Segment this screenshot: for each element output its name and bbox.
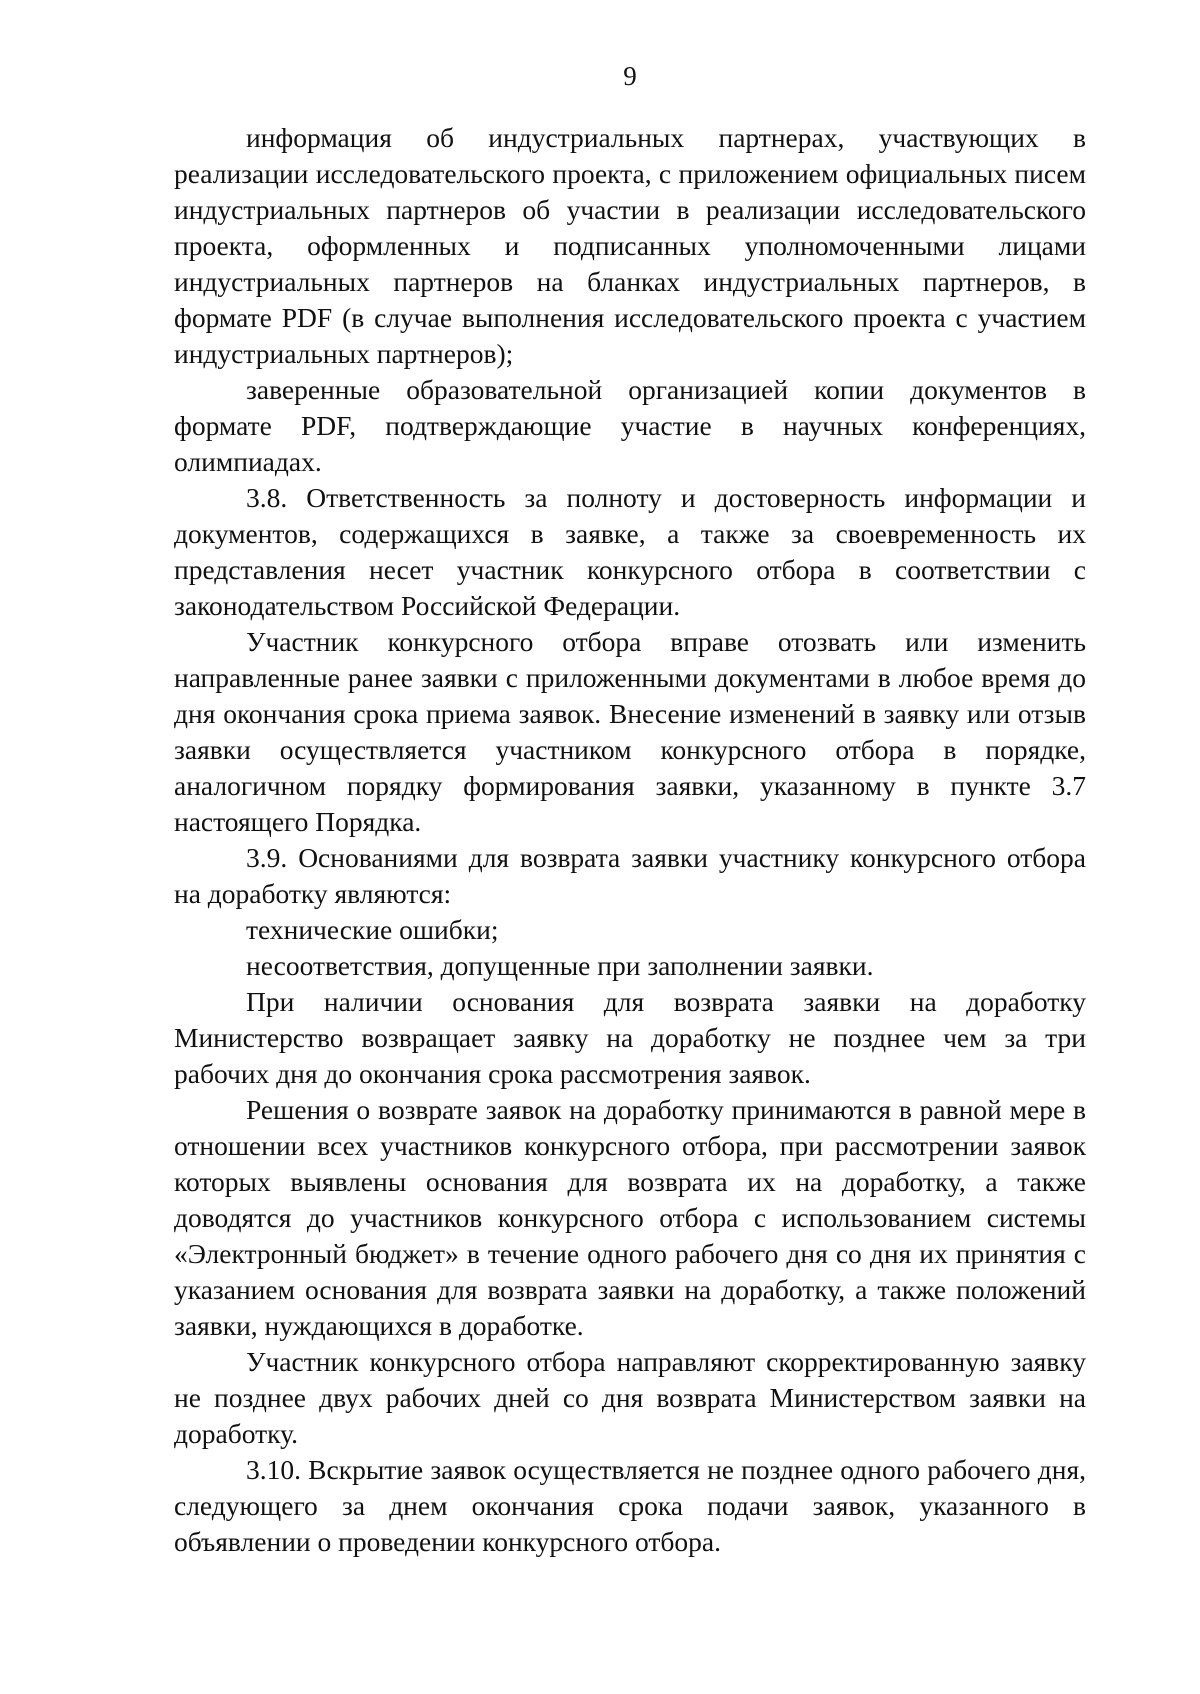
paragraph-certified-copies: заверенные образовательной организацией копии документов в формате PDF, подтверждающие участие в научных конференциях, олимпиадах. — [174, 374, 1086, 477]
paragraph-3-10-opening: 3.10. Вскрытие заявок осуществляется не позднее одного рабочего дня, следующего за днем окончания срока подачи заявок, указанного в объявлении о проведении конкурсного отбора. — [174, 1454, 1086, 1557]
paragraph-return-decisions: Решения о возврате заявок на доработку принимаются в равной мере в отношении всех участников конкурсного отбора, при рассмотрении заявок которых выявлены основания для возврата их на доработку, а также доводятся до участников конкурсного отбора с использованием системы «Электронный бюджет» в течение одного рабочего дня со дня их принятия с указанием основания для возврата заявки на доработку, а также положений заявки, нуждающихся в доработке. — [174, 1094, 1086, 1341]
paragraph-3-8-responsibility: 3.8. Ответственность за полноту и достоверность информации и документов, содержащихся в заявке, а также за своевременность их представления несет участник конкурсного отбора в соответствии с законодательством Российской Федерации. — [174, 482, 1086, 621]
paragraph-corrected-application: Участник конкурсного отбора направляют скорректированную заявку не позднее двух рабочих дней со дня возврата Министерством заявки на доработку. — [174, 1346, 1086, 1449]
document-body — [174, 120, 1086, 1560]
paragraph-discrepancies: несоответствия, допущенные при заполнении заявки. — [246, 950, 874, 981]
paragraph-industrial-partners-info: информация об индустриальных партнерах, участвующих в реализации исследовательского проекта, с приложением официальных писем индустриальных партнеров об участии в реализации исследовательского проекта, оформленных и подписанных уполномоченными лицами индустриальных партнеров на бланках индустриальных партнеров, в формате PDF (в случае выполнения исследовательского проекта с участием индустриальных партнеров); — [174, 122, 1086, 369]
paragraph-ministry-returns: При наличии основания для возврата заявки на доработку Министерство возвращает заявку на доработку не позднее чем за три рабочих дня до окончания срока рассмотрения заявок. — [174, 986, 1086, 1089]
paragraph-technical-errors: технические ошибки; — [246, 914, 499, 945]
paragraph-withdraw-or-change: Участник конкурсного отбора вправе отозвать или изменить направленные ранее заявки с приложенными документами в любое время до дня окончания срока приема заявок. Внесение изменений в заявку или отзыв заявки осуществляется участником конкурсного отбора в порядке, аналогичном порядку формирования заявки, указанному в пункте 3.7 настоящего Порядка. — [174, 626, 1086, 837]
page-number: 9 — [623, 61, 637, 91]
paragraph-3-9-return-grounds: 3.9. Основаниями для возврата заявки участнику конкурсного отбора на доработку являются: — [174, 842, 1086, 909]
